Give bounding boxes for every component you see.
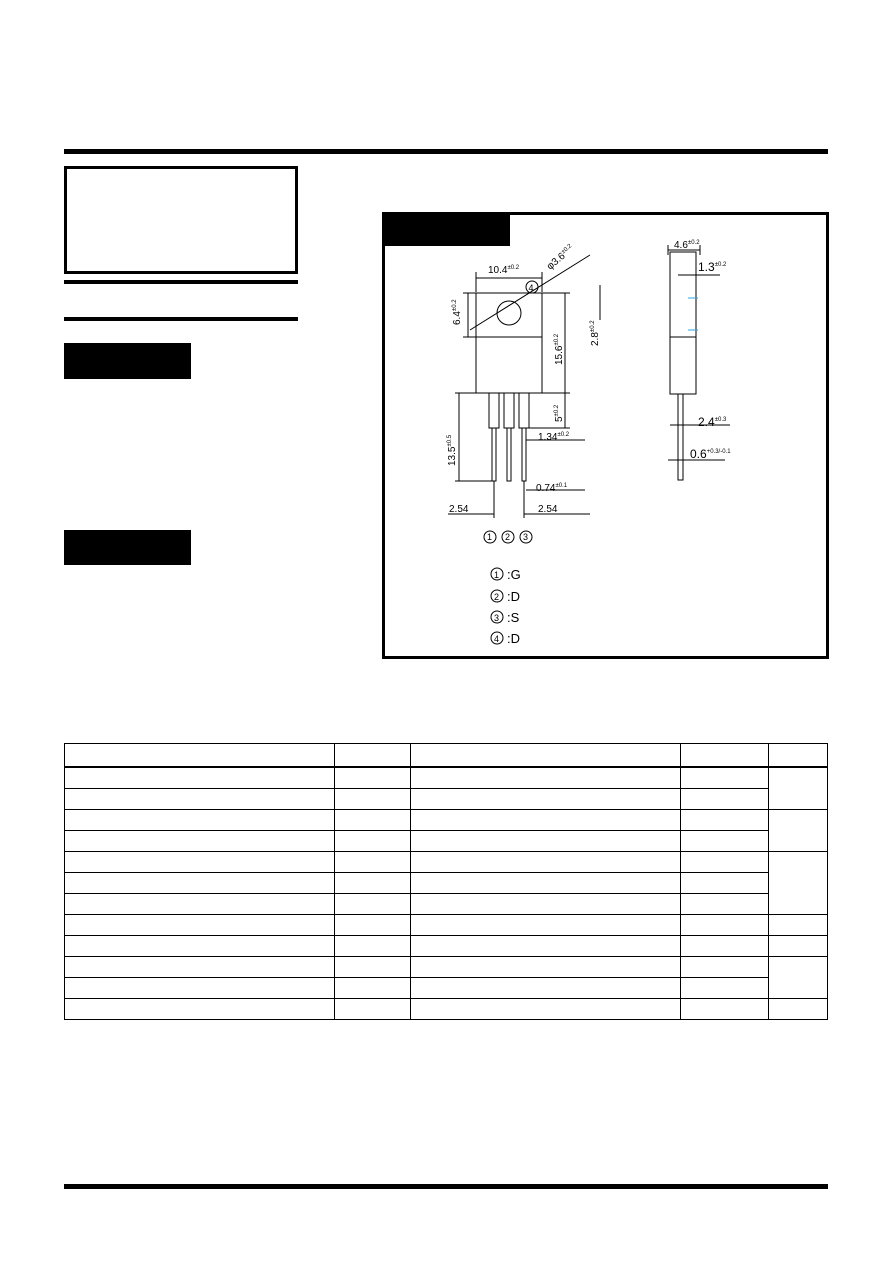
header-cell — [410, 744, 681, 768]
table-row — [65, 767, 828, 789]
side-view-body — [670, 252, 696, 394]
svg-text:3: 3 — [523, 532, 529, 542]
dim-pitch-right-label: 2.54 — [538, 504, 558, 515]
svg-text::S: :S — [507, 610, 520, 625]
svg-text::G: :G — [507, 567, 521, 582]
svg-text:2: 2 — [494, 592, 500, 602]
dim-shoulder-label: $5^{\pm 0.2}$ — [554, 404, 565, 422]
mounting-hole — [497, 301, 521, 325]
dim-body-height-label: $15.6^{\pm 0.2}$ — [554, 333, 565, 365]
table-header-row — [65, 744, 828, 768]
table-row — [65, 831, 828, 852]
dim-lead-offset-label: $2.4^{\pm 0.3}$ — [698, 415, 727, 429]
dim-flange-label: $1.3^{\pm 0.2}$ — [698, 260, 727, 274]
dim-lead-width-label: $1.34^{\pm 0.2}$ — [538, 432, 570, 443]
table-row — [65, 873, 828, 894]
svg-text:1: 1 — [494, 570, 500, 580]
header-cell — [681, 744, 769, 768]
table-row — [65, 999, 828, 1020]
dim-thickness-label: $4.6^{\pm 0.2}$ — [674, 240, 700, 251]
dim-width-label: $10.4^{\pm 0.2}$ — [488, 265, 520, 276]
package-body — [476, 337, 542, 393]
dim-lead-thickness-label: $0.74^{\pm 0.1}$ — [536, 483, 568, 494]
dim-hole-label: $\varphi 3.6^{\pm 0.2}$ — [544, 243, 574, 273]
table-row — [65, 852, 828, 873]
svg-text:4: 4 — [528, 283, 534, 293]
svg-text:4: 4 — [494, 634, 500, 644]
svg-text::D: :D — [507, 631, 520, 646]
table-row — [65, 957, 828, 978]
pin-number-row — [484, 531, 532, 543]
table-row — [65, 789, 828, 810]
header-cell — [65, 744, 335, 768]
dim-pitch-left-label: 2.54 — [449, 504, 469, 515]
svg-text::D: :D — [507, 589, 520, 604]
tab-marker — [526, 281, 538, 293]
svg-text:3: 3 — [494, 613, 500, 623]
table-row — [65, 978, 828, 999]
svg-text:1: 1 — [487, 532, 493, 542]
package-tab — [476, 293, 542, 337]
dim-hole-offset-label: $2.8^{\pm 0.2}$ — [590, 320, 601, 346]
table-row — [65, 915, 828, 936]
dim-lead-length-label: $13.5^{\pm 0.5}$ — [447, 434, 458, 466]
header-cell — [769, 744, 828, 768]
table-row — [65, 936, 828, 957]
table-row — [65, 894, 828, 915]
header-cell — [334, 744, 410, 768]
svg-text:2: 2 — [505, 532, 511, 542]
ratings-table — [64, 743, 828, 1020]
table-row — [65, 810, 828, 831]
dim-tab-height-label: $6.4^{\pm 0.2}$ — [452, 299, 463, 325]
pin-map-legend — [491, 567, 521, 646]
dim-lead-thk-label: $0.6^{+0.3/-0.1}$ — [690, 447, 731, 461]
